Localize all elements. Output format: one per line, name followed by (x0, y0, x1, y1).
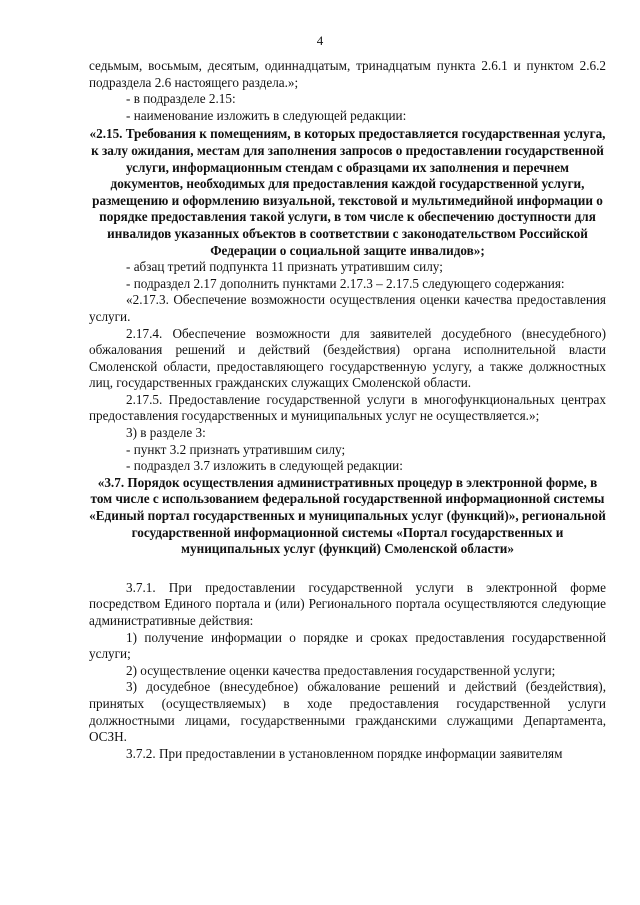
list-item: 1) получение информации о порядке и сроках предоставления государственной услуги; (89, 629, 606, 662)
section-heading-3-7: «3.7. Порядок осуществления административных процедур в электронной форме, в том числе с использованием федеральной государственной информационной системы «Единый портал государственных и муниципальных услуг (функций)», региональной государственной информационной системы «Портал государственных и муниципальных услуг (функций) Смоленской области» (89, 474, 606, 557)
paragraph: - в подразделе 2.15: (126, 91, 236, 107)
list-item: 2) осуществление оценки качества предоставления государственной услуги; (126, 662, 556, 678)
paragraph: 3.7.2. При предоставлении в установленном порядке информации заявителям (126, 745, 563, 761)
paragraph: седьмым, восьмым, десятым, одиннадцатым, тринадцатым пункта 2.6.1 и пунктом 2.6.2 подраздела 2.6 настоящего раздела.»; (89, 58, 606, 90)
paragraph: - наименование изложить в следующей редакции: (126, 107, 407, 123)
paragraph: 3.7.1. При предоставлении государственной услуги в электронной форме посредством Единого портала и (или) Регионального портала осуществляются следующие административные действия: (89, 579, 606, 628)
spacer (89, 558, 606, 580)
paragraph: 2.17.4. Обеспечение возможности для заявителей досудебного (внесудебного) обжалования решений и действий (бездействия) органа исполнительной власти Смоленской области, предоставляющего государственную услугу, а также должностных лиц, государственных гражданских служащих Смоленской области. (89, 325, 606, 391)
paragraph: 3) в разделе 3: (126, 425, 206, 441)
paragraph: - подраздел 3.7 изложить в следующей редакции: (126, 458, 403, 474)
paragraph: - подраздел 2.17 дополнить пунктами 2.17.3 – 2.17.5 следующего содержания: (126, 275, 565, 291)
paragraph: «2.17.3. Обеспечение возможности осуществления оценки качества предоставления услуги. (89, 292, 606, 324)
section-heading-2-15: «2.15. Требования к помещениям, в которых предоставляется государственная услуга, к залу ожидания, местам для заполнения запросов о предоставлении государственной услуги, информационным стендам с образцами их заполнения и перечнем документов, необходимых для предоставления каждой государственной услуги, размещению и оформлению визуальной, текстовой и мультимедийной информации о порядке предоставления такой услуги, в том числе к обеспечению доступности для инвалидов указанных объектов в соответствии с законодательством Российской Федерации о социальной защите инвалидов»; (89, 126, 606, 258)
document-body (89, 58, 606, 762)
list-item: 3) досудебное (внесудебное) обжалование решений и действий (бездействия), принятых (осуществляемых) в ходе предоставления государственной услуги должностными лицами, государственными гражданскими служащими Департамента, ОСЗН. (89, 679, 606, 745)
page-number: 4 (316, 33, 324, 48)
paragraph: - пункт 3.2 признать утратившим силу; (126, 441, 346, 457)
paragraph: 2.17.5. Предоставление государственной услуги в многофункциональных центрах предоставления государственных и муниципальных услуг не осуществляется.»; (89, 391, 606, 424)
paragraph: - абзац третий подпункта 11 признать утратившим силу; (126, 259, 443, 275)
